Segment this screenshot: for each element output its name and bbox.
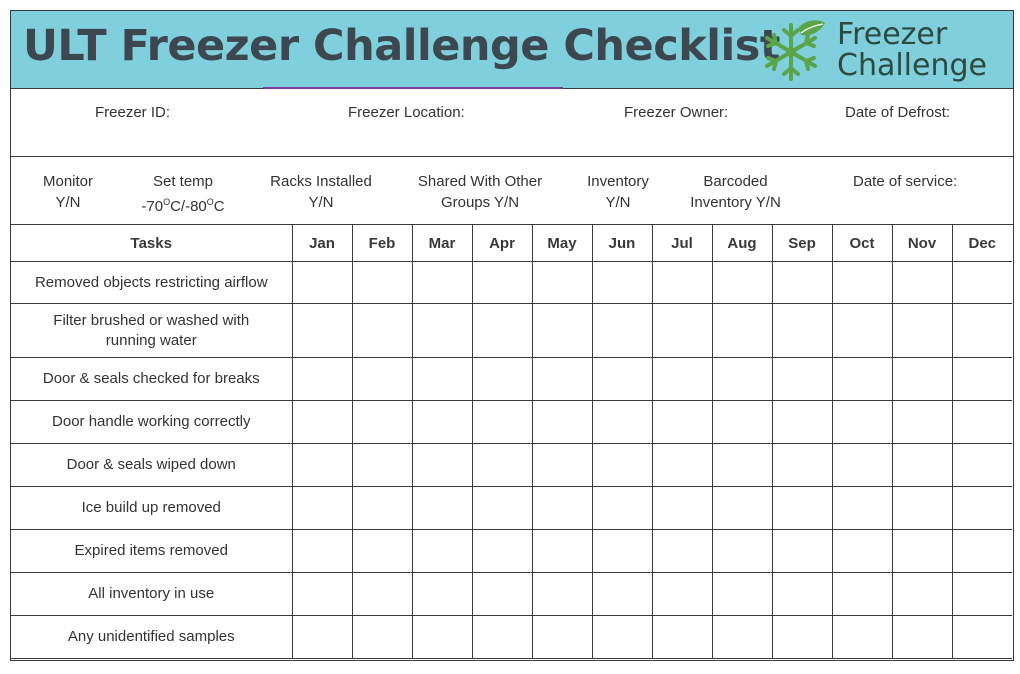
table-row xyxy=(11,262,1012,304)
checkbox-cell[interactable] xyxy=(652,304,712,358)
checkbox-cell[interactable] xyxy=(772,573,832,616)
table-row xyxy=(11,530,1012,573)
checkbox-cell[interactable] xyxy=(892,262,952,304)
table-header-row xyxy=(11,225,1012,262)
checkbox-cell[interactable] xyxy=(352,573,412,616)
degree-mark-1: O xyxy=(163,197,171,207)
task-label-line: Door handle working correctly xyxy=(52,413,251,430)
checkbox-cell[interactable] xyxy=(292,530,352,573)
checkbox-cell[interactable] xyxy=(592,304,652,358)
task-label-line: running water xyxy=(105,331,197,349)
racks-installed-field xyxy=(261,171,381,213)
checkbox-cell[interactable] xyxy=(412,487,472,530)
checkbox-cell[interactable] xyxy=(652,444,712,487)
checkbox-cell[interactable] xyxy=(532,444,592,487)
task-label xyxy=(11,304,292,358)
set-temp-part-c: C xyxy=(213,198,225,215)
checkbox-cell[interactable] xyxy=(652,616,712,659)
checkbox-cell[interactable] xyxy=(292,358,352,401)
month-header: Mar xyxy=(412,225,472,262)
checkbox-cell[interactable] xyxy=(952,304,1012,358)
month-header: Jun xyxy=(592,225,652,262)
task-label xyxy=(11,358,292,401)
checkbox-cell[interactable] xyxy=(592,616,652,659)
table-row xyxy=(11,616,1012,659)
checkbox-cell[interactable] xyxy=(352,358,412,401)
barcoded-yn: Inventory Y/N xyxy=(690,194,781,211)
checkbox-cell[interactable] xyxy=(712,530,772,573)
checkbox-cell[interactable] xyxy=(832,262,892,304)
task-label xyxy=(11,262,292,304)
checkbox-cell[interactable] xyxy=(952,444,1012,487)
checkbox-cell[interactable] xyxy=(412,304,472,358)
freezer-location-label: Freezer Location: xyxy=(348,104,465,121)
task-label-line: Door & seals wiped down xyxy=(66,456,236,473)
checkbox-cell[interactable] xyxy=(952,487,1012,530)
checkbox-cell[interactable] xyxy=(712,573,772,616)
checkbox-cell[interactable] xyxy=(652,358,712,401)
checkbox-cell[interactable] xyxy=(292,262,352,304)
checkbox-cell[interactable] xyxy=(352,530,412,573)
checkbox-cell[interactable] xyxy=(712,444,772,487)
checkbox-cell[interactable] xyxy=(292,487,352,530)
checkbox-cell[interactable] xyxy=(772,530,832,573)
freezer-challenge-logo xyxy=(755,15,1005,85)
checkbox-cell[interactable] xyxy=(772,304,832,358)
checkbox-cell[interactable] xyxy=(892,487,952,530)
checkbox-cell[interactable] xyxy=(832,401,892,444)
checkbox-cell[interactable] xyxy=(712,304,772,358)
checkbox-cell[interactable] xyxy=(952,401,1012,444)
checkbox-cell[interactable] xyxy=(892,573,952,616)
task-label-line: Filter brushed or washed with xyxy=(53,311,250,329)
month-header: Aug xyxy=(712,225,772,262)
month-header: May xyxy=(532,225,592,262)
month-header: Dec xyxy=(952,225,1012,262)
month-header: Jul xyxy=(652,225,712,262)
checkbox-cell[interactable] xyxy=(952,358,1012,401)
checkbox-cell[interactable] xyxy=(532,487,592,530)
task-label xyxy=(11,401,292,444)
checkbox-cell[interactable] xyxy=(952,573,1012,616)
inventory-yn: Y/N xyxy=(605,194,631,211)
checkbox-cell[interactable] xyxy=(532,530,592,573)
checkbox-cell[interactable] xyxy=(592,358,652,401)
set-temp-part-b: C/-80 xyxy=(170,198,207,215)
checkbox-cell[interactable] xyxy=(472,304,532,358)
checkbox-cell[interactable] xyxy=(832,304,892,358)
task-label xyxy=(11,616,292,659)
checkbox-cell[interactable] xyxy=(472,616,532,659)
shared-groups-label: Shared With Other xyxy=(417,173,543,190)
freezer-status-row xyxy=(11,157,1013,225)
checkbox-cell[interactable] xyxy=(892,444,952,487)
task-label-line: Removed objects restricting airflow xyxy=(34,273,268,291)
task-label-line: Expired items removed xyxy=(74,542,228,559)
table-row xyxy=(11,401,1012,444)
logo-line-challenge: Challenge xyxy=(837,48,987,83)
freezer-id-label: Freezer ID: xyxy=(95,104,171,121)
checkbox-cell[interactable] xyxy=(652,487,712,530)
month-header: Feb xyxy=(352,225,412,262)
checkbox-cell[interactable] xyxy=(352,616,412,659)
checkbox-cell[interactable] xyxy=(892,530,952,573)
checkbox-cell[interactable] xyxy=(712,358,772,401)
checkbox-cell[interactable] xyxy=(652,530,712,573)
checkbox-cell[interactable] xyxy=(892,401,952,444)
checkbox-cell[interactable] xyxy=(292,304,352,358)
checkbox-cell[interactable] xyxy=(472,358,532,401)
month-header: Apr xyxy=(472,225,532,262)
task-rows xyxy=(11,262,1012,659)
monitor-field xyxy=(33,171,103,213)
checkbox-cell[interactable] xyxy=(832,616,892,659)
task-label-line: Any unidentified samples xyxy=(67,628,235,645)
checkbox-cell[interactable] xyxy=(292,401,352,444)
checkbox-cell[interactable] xyxy=(472,573,532,616)
checkbox-cell[interactable] xyxy=(412,530,472,573)
task-label-line: All inventory in use xyxy=(88,585,215,602)
checkbox-cell[interactable] xyxy=(952,616,1012,659)
checkbox-cell[interactable] xyxy=(352,487,412,530)
shared-groups-field xyxy=(410,171,550,213)
task-label xyxy=(11,444,292,487)
checkbox-cell[interactable] xyxy=(472,262,532,304)
checkbox-cell[interactable] xyxy=(772,358,832,401)
inventory-field xyxy=(578,171,658,213)
checkbox-cell[interactable] xyxy=(892,616,952,659)
checkbox-cell[interactable] xyxy=(772,262,832,304)
checkbox-cell[interactable] xyxy=(412,616,472,659)
set-temp-part-a: -70 xyxy=(141,198,164,215)
barcoded-inventory-field xyxy=(678,171,793,213)
table-row xyxy=(11,573,1012,616)
set-temp-value xyxy=(133,192,233,217)
checkbox-cell[interactable] xyxy=(532,616,592,659)
checkbox-cell[interactable] xyxy=(592,573,652,616)
checkbox-cell[interactable] xyxy=(652,401,712,444)
checkbox-cell[interactable] xyxy=(472,444,532,487)
logo-text xyxy=(837,19,987,81)
month-header: Jan xyxy=(292,225,352,262)
month-header: Oct xyxy=(832,225,892,262)
table-row xyxy=(11,304,1012,358)
checkbox-cell[interactable] xyxy=(532,573,592,616)
checkbox-cell[interactable] xyxy=(532,401,592,444)
checkbox-cell[interactable] xyxy=(652,573,712,616)
checkbox-cell[interactable] xyxy=(352,401,412,444)
checkbox-cell[interactable] xyxy=(352,304,412,358)
checkbox-cell[interactable] xyxy=(832,530,892,573)
checkbox-cell[interactable] xyxy=(592,530,652,573)
checkbox-cell[interactable] xyxy=(412,573,472,616)
freezer-owner-label: Freezer Owner: xyxy=(624,104,729,121)
checkbox-cell[interactable] xyxy=(832,487,892,530)
checkbox-cell[interactable] xyxy=(532,304,592,358)
table-row xyxy=(11,487,1012,530)
checkbox-cell[interactable] xyxy=(712,401,772,444)
checklist-sheet xyxy=(10,10,1014,661)
set-temp-field xyxy=(133,171,233,217)
checkbox-cell[interactable] xyxy=(772,487,832,530)
shared-groups-yn: Groups Y/N xyxy=(440,194,520,211)
checkbox-cell[interactable] xyxy=(352,444,412,487)
monitor-yn: Y/N xyxy=(55,194,81,211)
checkbox-cell[interactable] xyxy=(412,401,472,444)
task-label xyxy=(11,573,292,616)
checkbox-cell[interactable] xyxy=(472,401,532,444)
tasks-header: Tasks xyxy=(11,225,292,262)
checkbox-cell[interactable] xyxy=(292,616,352,659)
title-banner xyxy=(11,11,1013,89)
checkbox-cell[interactable] xyxy=(772,616,832,659)
task-label xyxy=(11,530,292,573)
checkbox-cell[interactable] xyxy=(712,487,772,530)
checkbox-cell[interactable] xyxy=(832,444,892,487)
date-of-defrost-label: Date of Defrost: xyxy=(845,104,951,121)
month-header: Nov xyxy=(892,225,952,262)
snowflake-leaf-icon xyxy=(755,17,827,85)
degree-mark-2: O xyxy=(206,197,214,207)
task-label xyxy=(11,487,292,530)
racks-installed-label: Racks Installed xyxy=(270,173,372,190)
task-label-line: Door & seals checked for breaks xyxy=(42,370,260,387)
checkbox-cell[interactable] xyxy=(592,444,652,487)
checkbox-cell[interactable] xyxy=(772,401,832,444)
checkbox-cell[interactable] xyxy=(772,444,832,487)
racks-installed-yn: Y/N xyxy=(308,194,334,211)
checkbox-cell[interactable] xyxy=(952,530,1012,573)
checkbox-cell[interactable] xyxy=(532,262,592,304)
checkbox-cell[interactable] xyxy=(292,444,352,487)
set-temp-label: Set temp xyxy=(152,173,214,190)
checkbox-cell[interactable] xyxy=(352,262,412,304)
checkbox-cell[interactable] xyxy=(652,262,712,304)
checkbox-cell[interactable] xyxy=(832,358,892,401)
checkbox-cell[interactable] xyxy=(892,358,952,401)
checkbox-cell[interactable] xyxy=(952,262,1012,304)
page-title: ULT Freezer Challenge Checklist xyxy=(23,21,780,71)
monitor-label: Monitor xyxy=(42,173,94,190)
checkbox-cell[interactable] xyxy=(592,487,652,530)
task-label-line: Ice build up removed xyxy=(81,499,221,516)
checkbox-cell[interactable] xyxy=(892,304,952,358)
checkbox-cell[interactable] xyxy=(472,530,532,573)
checkbox-cell[interactable] xyxy=(412,262,472,304)
checkbox-cell[interactable] xyxy=(412,444,472,487)
checkbox-cell[interactable] xyxy=(712,262,772,304)
checkbox-cell[interactable] xyxy=(472,487,532,530)
barcoded-label: Barcoded xyxy=(703,173,768,190)
month-header: Sep xyxy=(772,225,832,262)
checkbox-cell[interactable] xyxy=(412,358,472,401)
checkbox-cell[interactable] xyxy=(532,358,592,401)
monthly-checklist-table xyxy=(11,225,1012,659)
inventory-label: Inventory xyxy=(587,173,649,190)
freezer-details-row xyxy=(11,89,1013,157)
checkbox-cell[interactable] xyxy=(292,573,352,616)
checkbox-cell[interactable] xyxy=(592,401,652,444)
table-row xyxy=(11,358,1012,401)
table-row xyxy=(11,444,1012,487)
checkbox-cell[interactable] xyxy=(832,573,892,616)
date-of-service-label: Date of service: xyxy=(853,173,958,190)
checkbox-cell[interactable] xyxy=(592,262,652,304)
logo-line-freezer: Freezer xyxy=(837,17,948,52)
checkbox-cell[interactable] xyxy=(712,616,772,659)
